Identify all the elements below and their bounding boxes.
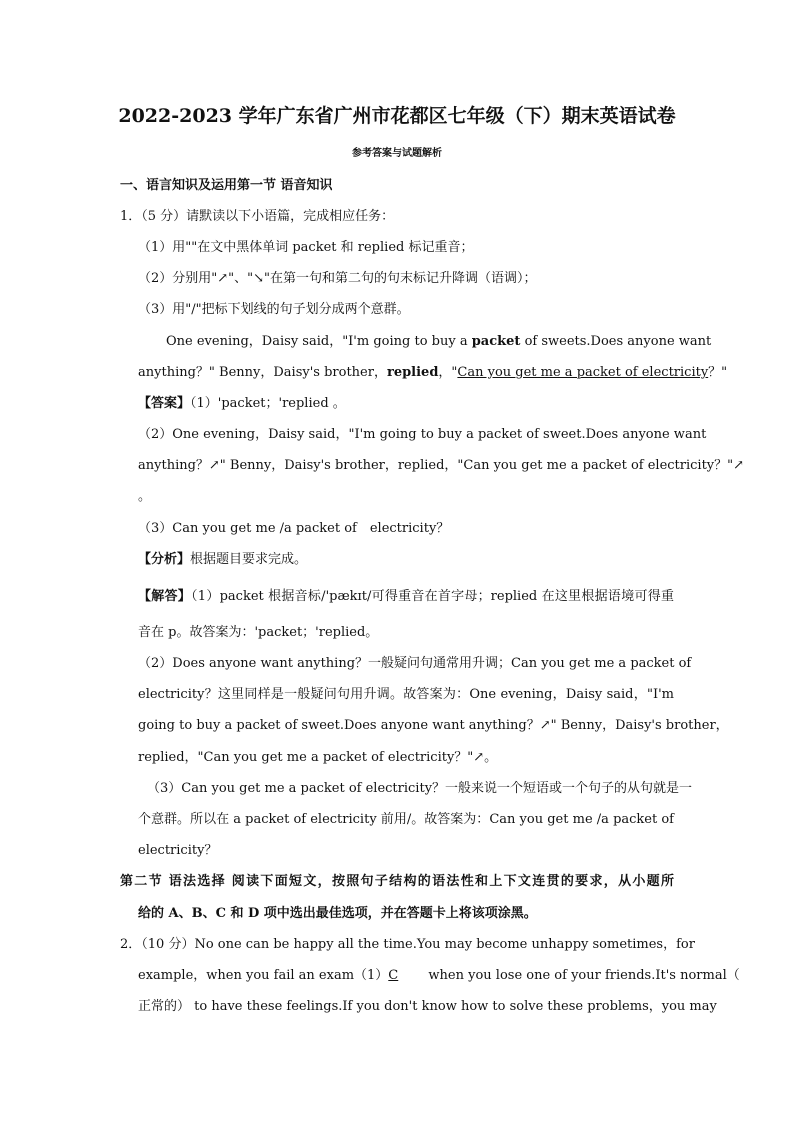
answer-line-5: （3）Can you get me /a packet of electricity？ — [138, 521, 450, 536]
question-2-line-2 — [138, 967, 740, 985]
solution-line-2: 音在 p。故答案为：'packet；'replied。 — [138, 625, 379, 640]
answer-line-1 — [138, 395, 346, 413]
question-2-line-1: 2．（10 分）No one can be happy all the time.You may become unhappy sometimes，for — [120, 937, 695, 952]
bold-word-replied: replied — [386, 365, 439, 380]
section-heading-grammar: 第二节 语法选择 阅读下面短文，按照句子结构的语法性和上下文连贯的要求，从小题所 — [120, 874, 674, 889]
task-1: （1）用""在文中黑体单词 packet 和 replied 标记重音； — [138, 240, 474, 255]
solution-text: （1）packet 根据音标/'pækɪt/可得重音在首字母；replied 在这里根据语境可得重 — [191, 589, 674, 604]
solution-label: 【解答】 — [138, 589, 192, 604]
analysis-label: 【分析】 — [138, 552, 191, 567]
solution-line-6: replied，"Can you get me a packet of electricity？"↗。 — [138, 750, 498, 765]
solution-line-5: going to buy a packet of sweet.Does anyone want anything？↗" Benny，Daisy's brother， — [138, 718, 729, 733]
answer-line-4: 。 — [138, 489, 152, 504]
document-subtitle: 参考答案与试题解析 — [352, 148, 442, 159]
answer-label: 【答案】 — [138, 396, 191, 411]
bold-word-packet: packet — [471, 334, 521, 349]
passage-line-2 — [138, 364, 727, 382]
answer-line-3: anything？↗" Benny，Daisy's brother，replied，"Can you get me a packet of electricity？"↗ — [138, 458, 745, 473]
passage-text: of sweets.Does anyone want — [520, 334, 712, 349]
document-title: 2022-2023 学年广东省广州市花都区七年级（下）期末英语试卷 — [118, 105, 676, 127]
solution-line-4: electricity？这里同样是一般疑问句用升调。故答案为：One evening，Daisy said，"I'm — [138, 687, 674, 702]
analysis-line — [138, 551, 307, 569]
passage-text: ？" — [708, 365, 728, 380]
section-heading-phonetics: 一、语言知识及运用第一节 语音知识 — [120, 178, 333, 193]
solution-line-3: （2）Does anyone want anything？一般疑问句通常用升调；Can you get me a packet of — [138, 656, 692, 671]
passage-text: anything？" Benny，Daisy's brother， — [138, 365, 387, 380]
solution-line-7: （3）Can you get me a packet of electricity？一般来说一个短语或一个句子的从句就是一 — [147, 781, 693, 796]
solution-line-9: electricity？ — [138, 843, 218, 858]
section-heading-grammar-cont: 给的 A、B、C 和 D 项中选出最佳选项，并在答题卡上将该项涂黑。 — [138, 906, 537, 921]
answer-text: （1）'packet；'replied 。 — [190, 396, 346, 411]
answer-line-2: （2）One evening，Daisy said，"I'm going to buy a packet of sweet.Does anyone want — [138, 427, 707, 442]
analysis-text: 根据题目要求完成。 — [190, 552, 308, 567]
passage-line-1 — [166, 333, 712, 351]
question-1-stem: 1．（5 分）请默读以下小语篇，完成相应任务： — [120, 209, 395, 224]
question-text: when you lose one of your friends.It's normal（ — [424, 968, 740, 983]
passage-text: One evening，Daisy said，"I'm going to buy a — [166, 334, 472, 349]
solution-line-8: 个意群。所以在 a packet of electricity 前用/。故答案为：Can you get me /a packet of — [138, 812, 674, 827]
underlined-sentence: Can you get me a packet of electricity — [457, 365, 709, 380]
task-3: （3）用"/"把标下划线的句子划分成两个意群。 — [138, 302, 410, 317]
answer-blank: C — [388, 968, 399, 983]
question-2-line-3: 正常的） to have these feelings.If you don't know how to solve these problems，you may — [138, 999, 717, 1014]
solution-line-1 — [138, 588, 674, 606]
passage-text: ，" — [438, 365, 458, 380]
task-2: （2）分别用"↗"、"↘"在第一句和第二句的句末标记升降调（语调）； — [138, 271, 537, 286]
question-text: example，when you fail an exam（1） — [138, 968, 389, 983]
